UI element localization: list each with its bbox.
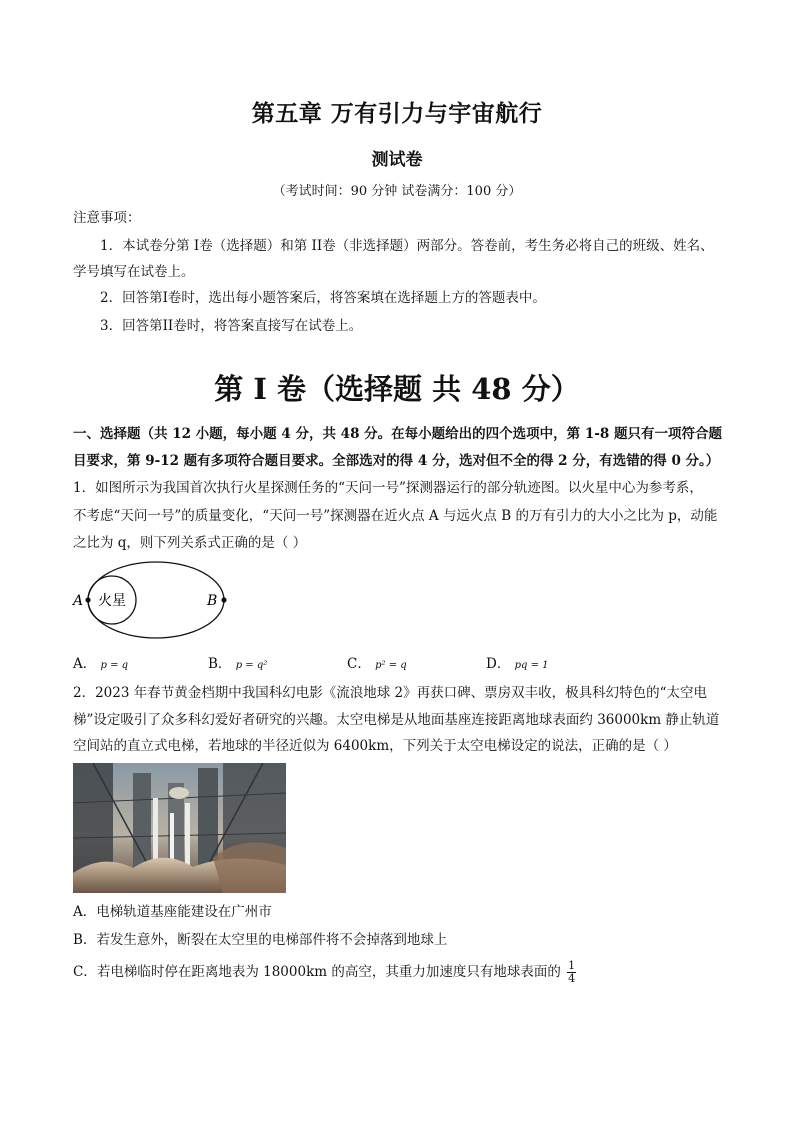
point-b-label: B [207,593,218,609]
planet-label: 火星 [98,593,126,609]
note-item-1: 1．本试卷分第 I卷（选择题）和第 II卷（非选择题）两部分。答卷前，考生务必将自己的班级、姓名、 [100,238,714,254]
option-label: C． [347,656,371,672]
question-1-text-cont: 不考虑“天问一号”的质量变化，“天问一号”探测器在近火点 A 与远火点 B 的万有引力的大小之比为 p，动能 [73,508,718,524]
section-instruction-cont: 目要求，第 9-12 题有多项符合题目要求。全部选对的得 4 分，选对但不全的得 2 分，有选错的得 0 分。） [73,453,720,469]
fraction-quarter [567,960,576,985]
option-label: D． [486,656,511,672]
option-formula: p² = q [375,660,407,671]
option-formula: p = q² [235,660,268,671]
note-item-3: 3．回答第II卷时，将答案直接写在试卷上。 [100,318,363,334]
option-label: B． [208,656,232,672]
point-b-marker [221,597,226,602]
point-a-label: A [73,593,84,609]
option-text: C．若电梯临时停在距离地表为 18000km 的高空，其重力加速度只有地球表面的 [73,964,561,980]
option-formula: pq = 1 [514,660,549,671]
question-2-text: 2．2023 年春节黄金档期中我国科幻电影《流浪地球 2》再获口碑、票房双丰收，极具科幻特色的“太空电 [73,685,708,701]
question-1-text: 1．如图所示为我国首次执行火星探测任务的“天问一号”探测器运行的部分轨迹图。以火星中心为参考系， [73,480,703,496]
question-2-text-cont: 梯”设定吸引了众多科幻爱好者研究的兴趣。太空电梯是从地面基座连接距离地球表面约 36000km 静止轨道 [73,712,720,728]
option-formula: p = q [100,660,129,671]
orbit-diagram [70,558,230,644]
q1-option-c[interactable] [347,652,407,672]
fraction-numerator: 1 [568,959,576,972]
note-item-1-cont: 学号填写在试卷上。 [73,264,195,280]
q2-option-a[interactable]: A．电梯轨道基座能建设在广州市 [73,904,272,920]
question-1-text-cont2: 之比为 q，则下列关系式正确的是（ ） [73,535,307,551]
page-title: 第五章 万有引力与宇宙航行 [251,100,543,127]
space-elevator-photo [73,763,286,893]
option-label: A． [73,656,97,672]
section-instruction: 一、选择题（共 12 小题，每小题 4 分，共 48 分。在每小题给出的四个选项中，第 1-8 题只有一项符合题 [73,426,722,442]
q1-option-d[interactable] [486,652,549,672]
q2-option-b[interactable]: B．若发生意外，断裂在太空里的电梯部件将不会掉落到地球上 [73,932,448,948]
q2-option-c[interactable] [73,960,576,985]
note-item-2: 2．回答第I卷时，选出每小题答案后，将答案填在选择题上方的答题表中。 [100,290,546,306]
q1-option-b[interactable] [208,652,267,672]
q1-option-a[interactable] [73,652,128,672]
question-2-text-cont2: 空间站的直立式电梯，若地球的半径近似为 6400km，下列关于太空电梯设定的说法，正确的是（ ） [73,738,677,754]
page-subtitle: 测试卷 [371,150,423,170]
notes-heading: 注意事项： [73,210,141,226]
point-a-marker [85,597,90,602]
fraction-denominator: 4 [568,972,576,985]
exam-meta: （考试时间：90 分钟 试卷满分：100 分） [272,184,522,199]
section-title: 第 I 卷（选择题 共 48 分） [214,372,580,406]
